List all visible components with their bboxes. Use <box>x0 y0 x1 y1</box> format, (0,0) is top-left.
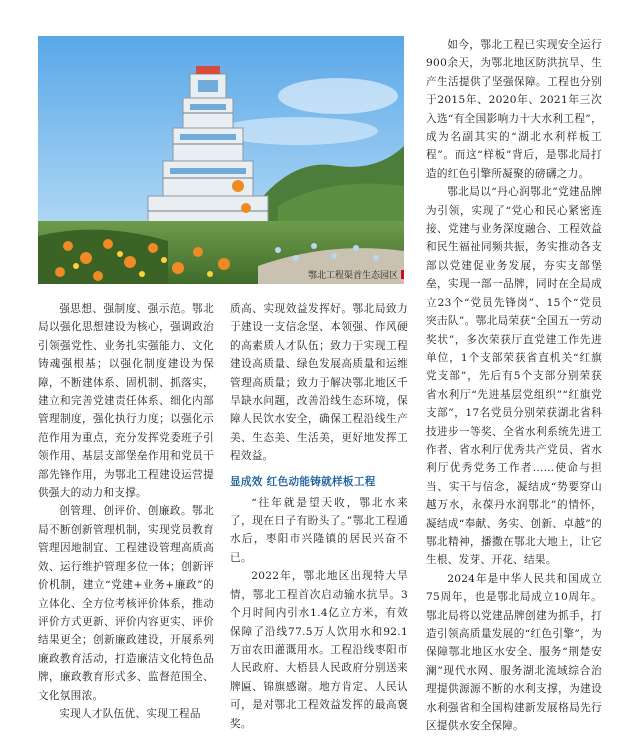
paragraph: 实现人才队伍优、实现工程品 <box>59 707 201 720</box>
paragraph: 质高、实现效益发挥好。鄂北局致力于建设一支信念坚、本领强、作风硬的高素质人才队伍；致力于实现工程建设高质量、绿色发展高质量和运维管理高质量；致力于解决鄂北地区千旱缺水问题，改善沿线生态环境，保障人民饮水安全，确保工程沿线生产美、生态美、生活美，更好地发挥工程效益。 <box>230 303 408 463</box>
paragraph: 2024年是中华人民共和国成立75周年，也是鄂北局成立10周年。鄂北局将以党建品牌创建为抓手，打造引领高质量发展的“红色引擎”，为保障鄂北地区水安全、服务“荆楚安澜”现代水网、服务湖北流域综合治理提供源源不断的水利支撑，为建设水利强省和全国构建新发展格局先行区提供水安全保障。 <box>426 572 602 733</box>
tower-illustration <box>38 36 404 284</box>
column-2 <box>230 300 408 733</box>
eco-park-photo <box>38 36 404 284</box>
paragraph: 鄂北局以“丹心润鄂北”党建品牌为引领，实现了“党心和民心紧密连接、党建与业务深度融合、工程效益和民生福祉同频共振，务实推动各支部以党建促业务发展，夯实支部堡垒，实现一部一品牌，同时在全局成立23个“党员先锋岗”、15个“党员突击队”。鄂北局荣获“全国五一劳动奖状”，多次荣获厅直党建工作先进单位，1个支部荣获省直机关“红旗党支部”，先后有5个支部分别荣获省水利厅“先进基层党组织”“红旗党支部”，17名党员分别荣获湖北省科技进步一等奖、全省水利系统先进工作者、省水利厅优秀共产党员、省水利厅优秀党务工作者……使命与担当、实干与信念，凝结成“势要穿山越万水，永葆丹水润鄂北”的情怀，凝结成“奉献、务实、创新、卓越”的鄂北精神，播撒在鄂北大地上，让它生根、发芽、开花、结果。 <box>426 186 602 567</box>
paragraph: “往年就是望天收，鄂北水来了，现在日子有盼头了。”鄂北工程通水后，枣阳市兴隆镇的居民兴奋不已。 <box>230 496 408 564</box>
paragraph: 2022年，鄂北地区出现特大旱情，鄂北工程首次启动输水抗旱。3个月时间内引水1.4亿立方米，有效保障了沿线77.5万人饮用水和92.1万亩农田灌溉用水。工程沿线枣阳市人民政府、大梧县人民政府分别送来牌匾、锦旗感谢。地方肯定、人民认可，是对鄂北工程效益发挥的最高褒奖。 <box>230 570 408 730</box>
column-1 <box>38 300 214 723</box>
section-heading: 显成效 红色动能铸就样板工程 <box>230 475 376 488</box>
paragraph: 强思想、强制度、强示范。鄂北局以强化思想建设为核心，强调政治引领强党性、业务扎实强能力、文化铸魂强根基；以强化制度建设为保障，不断建体系、固机制、抓落实，建立和完善党建责任体系、细化内部管理制度，强化执行力度；以强化示范作用为重点，充分发挥党委班子引领作用、基层支部堡垒作用和党员干部先锋作用，为鄂北工程建设运营提供强大的动力和支撑。 <box>38 303 214 500</box>
paragraph: 创管理、创评价、创廉政。鄂北局不断创新管理机制，实现党员教育管理因地制宜、工程建设管理高质高效、运行维护管理多位一体；创新评价机制，建立“党建+业务+廉政”的立体化、全方位考核评价体系，推动评价方式更新、评价内容更实、评价结果更全；创新廉政建设，开展系列廉政教育活动，打造廉洁文化特色品牌，廉政教育形式多、监督范围全、文化氛围浓。 <box>38 505 214 702</box>
photo-caption-text: 鄂北工程渠首生态园区 <box>307 271 398 281</box>
column-3 <box>426 36 602 735</box>
photo-caption <box>246 268 404 284</box>
paragraph: 如今，鄂北工程已实现安全运行900余天，为鄂北地区防洪抗旱、生产生活提供了坚强保障。工程也分别于2015年、2020年、2021年三次入选“有全国影响力十大水利工程”，成为名副其实的“湖北水利样板工程”。而这“样板”背后，是鄂北局打造的红色引擎所凝聚的磅礴之力。 <box>426 39 602 180</box>
caption-marker <box>401 270 404 279</box>
